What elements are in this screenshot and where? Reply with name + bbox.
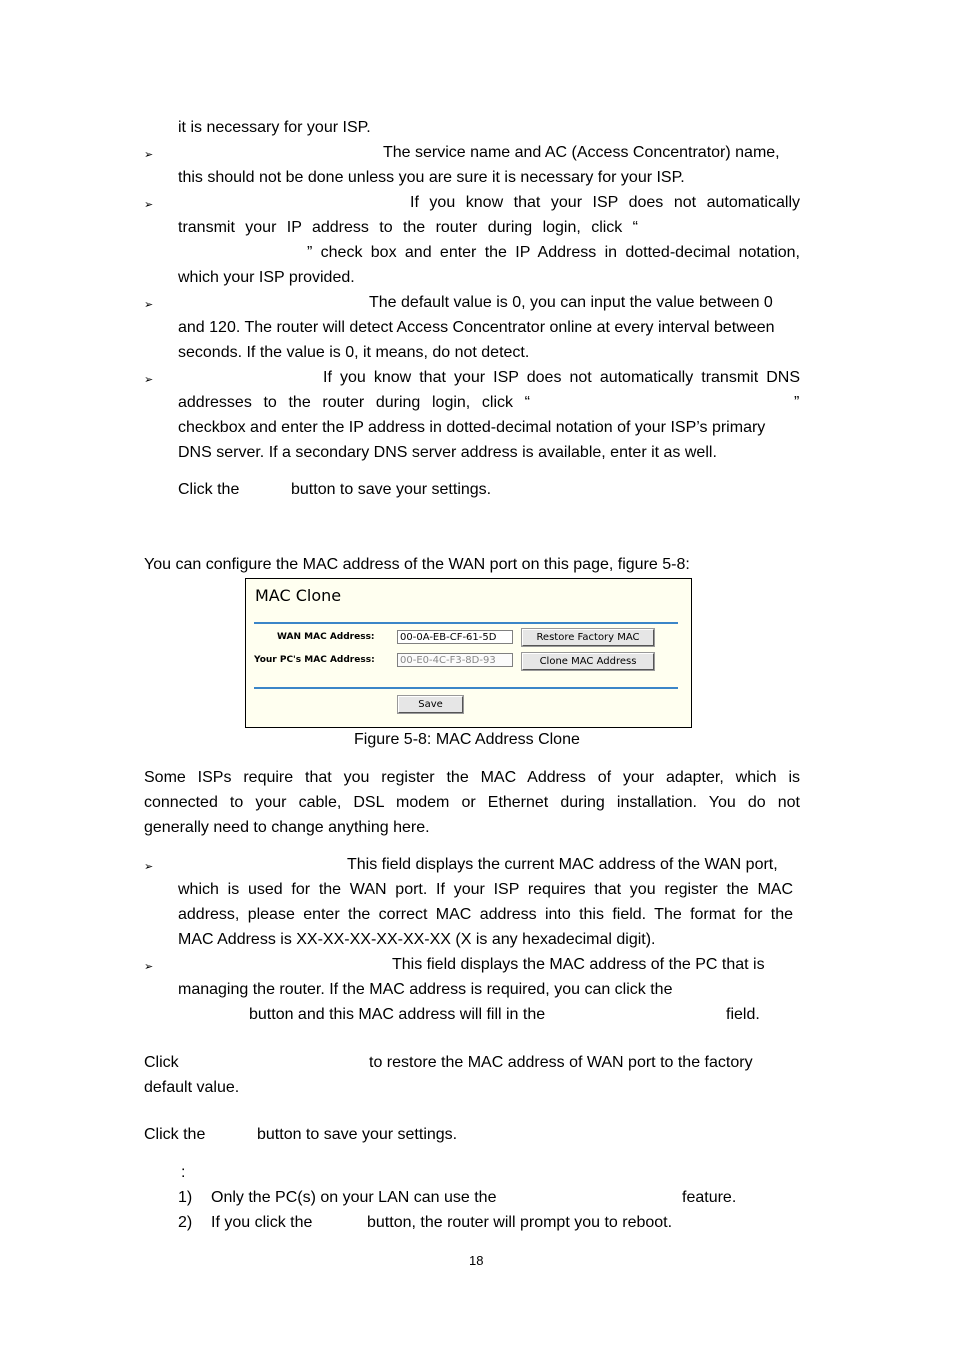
text-line: which is used for the WAN port. If your ISP requires that you register the MAC bbox=[178, 881, 793, 898]
text-line: button, the router will prompt you to reboot. bbox=[367, 1214, 673, 1231]
text-line: The default value is 0, you can input the value between 0 bbox=[369, 294, 773, 311]
figure-caption: Figure 5-8: MAC Address Clone bbox=[354, 731, 580, 748]
text-line: checkbox and enter the IP address in dotted-decimal notation of your ISP’s primary bbox=[178, 419, 766, 436]
text-line: Click bbox=[144, 1054, 179, 1071]
note-number: 2) bbox=[178, 1214, 193, 1231]
text-line: managing the router. If the MAC address is required, you can click the bbox=[178, 981, 673, 998]
text-line: and 120. The router will detect Access Concentrator online at every interval between bbox=[178, 319, 775, 336]
bullet-icon: ➢ bbox=[144, 299, 154, 311]
restore-factory-mac-button[interactable]: Restore Factory MAC bbox=[522, 629, 654, 646]
mac-clone-figure bbox=[245, 578, 692, 728]
text-line: transmit your IP address to the router during login, click “ bbox=[178, 219, 638, 236]
bullet-icon: ➢ bbox=[144, 861, 154, 873]
text-line: ” check box and enter the IP Address in dotted-decimal notation, bbox=[307, 244, 800, 261]
text-line: If you know that your ISP does not automatically transmit DNS bbox=[323, 369, 800, 386]
clone-mac-address-button[interactable]: Clone MAC Address bbox=[522, 653, 654, 670]
text-line: This field displays the current MAC address of the WAN port, bbox=[347, 856, 778, 873]
text-line: Click the bbox=[178, 481, 240, 498]
text-line: ” bbox=[794, 394, 800, 411]
text-line: MAC Address is XX-XX-XX-XX-XX-XX (X is any hexadecimal digit). bbox=[178, 931, 656, 948]
save-button[interactable]: Save bbox=[398, 696, 463, 713]
text-line: connected to your cable, DSL modem or Ethernet during installation. You do not bbox=[144, 794, 800, 811]
divider bbox=[254, 687, 678, 689]
text-line: this should not be done unless you are sure it is necessary for your ISP. bbox=[178, 169, 685, 186]
text-line: button and this MAC address will fill in the bbox=[249, 1006, 546, 1023]
text-line: button to save your settings. bbox=[291, 481, 492, 498]
text-line: generally need to change anything here. bbox=[144, 819, 430, 836]
text-line: to restore the MAC address of WAN port to the factory bbox=[369, 1054, 753, 1071]
text-line: This field displays the MAC address of the PC that is bbox=[392, 956, 765, 973]
text-line: seconds. If the value is 0, it means, do not detect. bbox=[178, 344, 530, 361]
text-line: address, please enter the correct MAC address into this field. The format for the bbox=[178, 906, 793, 923]
intro-text: You can configure the MAC address of the WAN port on this page, figure 5-8: bbox=[144, 556, 690, 573]
text-line: DNS server. If a secondary DNS server address is available, enter it as well. bbox=[178, 444, 717, 461]
text-line: If you click the bbox=[211, 1214, 313, 1231]
text-line: Only the PC(s) on your LAN can use the bbox=[211, 1189, 497, 1206]
note-colon: : bbox=[181, 1164, 186, 1181]
text-line: which your ISP provided. bbox=[178, 269, 355, 286]
text-line: it is necessary for your ISP. bbox=[178, 119, 371, 136]
wan-mac-label: WAN MAC Address: bbox=[277, 632, 375, 642]
text-line: If you know that your ISP does not automatically bbox=[410, 194, 800, 211]
text-line: Click the bbox=[144, 1126, 206, 1143]
pc-mac-field: 00-E0-4C-F3-8D-93 bbox=[397, 653, 513, 667]
text-line: button to save your settings. bbox=[257, 1126, 458, 1143]
text-line: Some ISPs require that you register the MAC Address of your adapter, which is bbox=[144, 769, 800, 786]
text-line: The service name and AC (Access Concentrator) name, bbox=[383, 144, 780, 161]
page-number: 18 bbox=[469, 1253, 484, 1268]
bullet-icon: ➢ bbox=[144, 374, 154, 386]
wan-mac-field[interactable]: 00-0A-EB-CF-61-5D bbox=[397, 630, 513, 644]
note-number: 1) bbox=[178, 1189, 193, 1206]
text-line: addresses to the router during login, click “ bbox=[178, 394, 530, 411]
bullet-icon: ➢ bbox=[144, 961, 154, 973]
bullet-icon: ➢ bbox=[144, 199, 154, 211]
text-line: default value. bbox=[144, 1079, 240, 1096]
divider bbox=[254, 622, 678, 624]
text-line: feature. bbox=[682, 1189, 737, 1206]
bullet-icon: ➢ bbox=[144, 149, 154, 161]
figure-title: MAC Clone bbox=[255, 586, 342, 605]
pc-mac-label: Your PC's MAC Address: bbox=[254, 655, 375, 665]
text-line: field. bbox=[726, 1006, 760, 1023]
